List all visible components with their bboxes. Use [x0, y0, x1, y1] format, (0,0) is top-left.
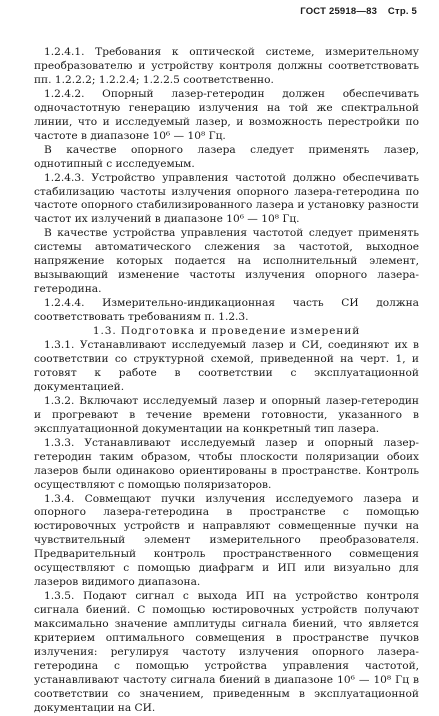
- page-number: Стр. 5: [387, 6, 417, 17]
- paragraph-1-2-4-4: 1.2.4.4. Измерительно-индикационная часть СИ должна соответствовать требованиям п. 1.2.3.: [34, 297, 419, 324]
- paragraph-1-2-4-2: 1.2.4.2. Опорный лазер-гетеродин должен обеспечивать одночастотную генерацию излучения на той же спектральной линии, что и исследуемый лазер, и возможность перестройки по частоте в диапазоне 10⁶ — 10⁸ Гц.: [34, 87, 419, 142]
- paragraph-1-3-5: 1.3.5. Подают сигнал с выхода ИП на устройство контроля сигнала биений. С помощью юстировочных устройств получают максимально значение амплитуды сигнала биений, что является критерием оптимального совмещения в пространстве пучков излучения: регулируя частоту излучения опорного лазера-гетеродина с помощью устройства управления частотой, устанавливают частоту сигнала биений в диапазоне 10⁶ — 10⁸ Гц в соответствии со значением, приведенным в эксплуатационной документации на СИ.: [34, 590, 419, 714]
- paragraph-reference-laser: В качестве опорного лазера следует применять лазер, однотипный с исследуемым.: [34, 143, 419, 170]
- paragraph-1-3-1: 1.3.1. Устанавливают исследуемый лазер и СИ, соединяют их в соответствии со структурной схемой, приведенной на черт. 1, и готовят к работе в соответствии с эксплуатационной документацией.: [34, 339, 419, 393]
- standard-number: ГОСТ 25918—83: [300, 6, 378, 17]
- document-body: [34, 46, 419, 716]
- paragraph-1-3-3: 1.3.3. Устанавливают исследуемый лазер и опорный лазер-гетеродин таким образом, чтобы плоскости поляризации обоих лазеров были одинаково ориентированы в пространстве. Контроль осуществляют с помощью поляризаторов.: [34, 436, 419, 491]
- section-heading-1-3: 1.3. Подготовка и проведение измерений: [92, 325, 361, 338]
- page-header: [292, 6, 417, 17]
- paragraph-1-2-4-1: 1.2.4.1. Требования к оптической системе, измерительному преобразователю и устройству контроля должны соответствовать пп. 1.2.2.2; 1.2.2.4; 1.2.2.5 соответственно.: [34, 46, 419, 86]
- paragraph-1-3-2: 1.3.2. Включают исследуемый лазер и опорный лазер-гетеродин и прогревают в течение времени готовности, указанного в эксплуатационной документации на конкретный тип лазера.: [34, 394, 419, 435]
- paragraph-1-2-4-3: 1.2.4.3. Устройство управления частотой должно обеспечивать стабилизацию частоты излучения опорного лазера-гетеродина по частоте опорного стабилизированного лазера и установку разности частот их излучений в диапазоне 10⁶ — 10⁸ Гц.: [34, 171, 419, 226]
- paragraph-1-3-4: 1.3.4. Совмещают пучки излучения исследуемого лазера и опорного лазера-гетеродина в пространстве с помощью юстировочных устройств и направляют совмещенные пучки на чувствительный элемент измерительного преобразователя. Предварительный контроль пространственного совмещения осуществляют с помощью диафрагм и ИП или визуально для лазеров видимого диапазона.: [34, 492, 419, 589]
- paragraph-frequency-control-device: В качестве устройства управления частотой следует применять системы автоматического слежения за частотой, выходное напряжение которых подается на исполнительный элемент, вызывающий изменение частоты излучения опорного лазера-гетеродина.: [34, 227, 419, 296]
